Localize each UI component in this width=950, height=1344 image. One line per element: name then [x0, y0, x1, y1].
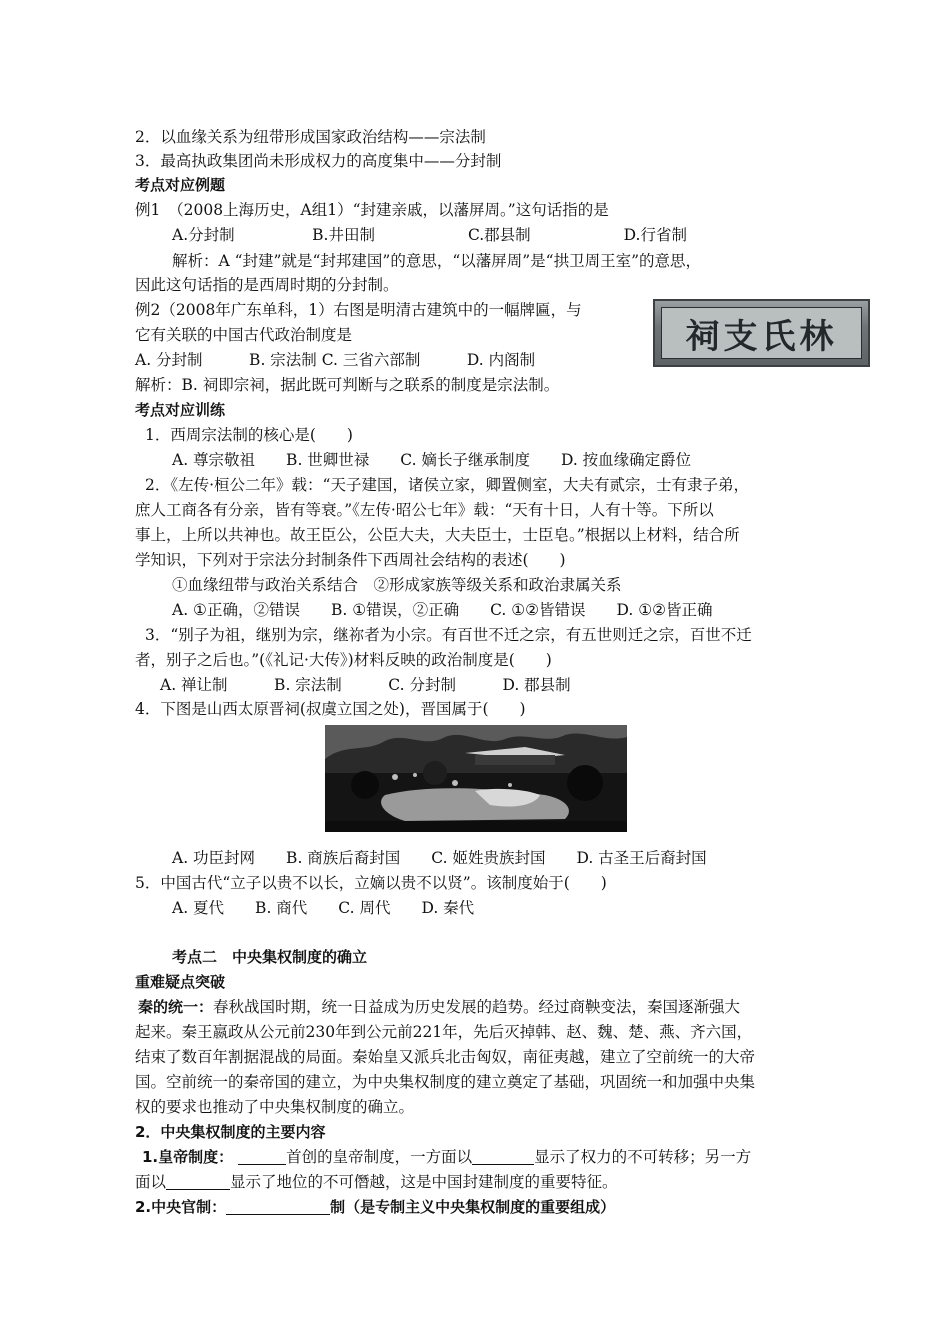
- fill-in-text: 制（是专制主义中央集权制度的重要组成）: [330, 1198, 616, 1216]
- paragraph-line: 国。空前统一的秦帝国的建立，为中央集权制度的建立奠定了基础，巩固统一和加强中央集: [135, 1073, 756, 1091]
- question-2-cont: 学知识，下列对于宗法分封制条件下西周社会结构的表述( ): [135, 551, 566, 569]
- question-3-options: A. 禅让制 B. 宗法制 C. 分封制 D. 郡县制: [160, 676, 571, 694]
- question-1: 1．西周宗法制的核心是( ): [145, 426, 353, 444]
- question-2: 2．《左传·桓公二年》载：“天子建国，诸侯立家，卿置侧室，大夫有贰宗，士有隶子弟，: [145, 476, 749, 494]
- plaque-text: 祠支氏林: [685, 316, 838, 357]
- example-1-analysis: 解析：A “封建”就是“封邦建国”的意思，“以藩屏周”是“拱卫周王室”的意思，: [172, 252, 702, 270]
- question-4: 4．下图是山西太原晋祠(叔虞立国之处)，晋国属于( ): [135, 700, 526, 718]
- fill-in-text: 显示了权力的不可转移；另一方: [534, 1148, 752, 1166]
- plaque-image: [653, 299, 870, 367]
- section-heading: 考点对应例题: [135, 176, 226, 194]
- fill-in-lead: 1.皇帝制度：: [142, 1148, 234, 1166]
- fill-in-lead: 2.中央官制：: [135, 1198, 227, 1216]
- example-1-options: A.分封制 B.井田制 C.郡县制 D.行省制: [172, 226, 687, 244]
- question-2-cont: 庶人工商各有分亲，皆有等衰。”《左传·昭公七年》载：“天有十日，人有十等。下所以: [135, 501, 714, 519]
- fill-in-line: [135, 1195, 615, 1219]
- fill-in-text: 显示了地位的不可僭越，这是中国封建制度的重要特征。: [230, 1173, 618, 1191]
- example-2-analysis: 解析：B. 祠即宗祠，据此既可判断与之联系的制度是宗法制。: [135, 376, 560, 394]
- question-2-statements: ①血缘纽带与政治关系结合 ②形成家族等级关系和政治隶属关系: [172, 576, 622, 594]
- paragraph-lead: 秦的统一：: [138, 998, 214, 1016]
- section-heading: 考点对应训练: [135, 401, 226, 419]
- fill-in-text: 面以: [135, 1173, 167, 1191]
- text-line: 3．最高执政集团尚未形成权力的高度集中——分封制: [135, 152, 502, 170]
- question-2-options: A. ①正确，②错误 B. ①错误，②正确 C. ①②皆错误 D. ①②皆正确: [172, 601, 713, 619]
- section-heading: 重难疑点突破: [135, 973, 226, 991]
- example-2-question-cont: 它有关联的中国古代政治制度是: [135, 326, 353, 344]
- question-3-cont: 者，别子之后也。”(《礼记·大传》)材料反映的政治制度是( ): [135, 651, 552, 669]
- example-1-question: 例1 （2008上海历史，A组1）“封建亲戚，以藩屏周。”这句话指的是: [135, 201, 609, 219]
- question-1-options: A. 尊宗敬祖 B. 世卿世禄 C. 嫡长子继承制度 D. 按血缘确定爵位: [172, 451, 692, 469]
- jinci-temple-photo: [325, 725, 627, 832]
- answer-blank[interactable]: [472, 1148, 534, 1165]
- question-5: 5．中国古代“立子以贵不以长，立嫡以贵不以贤”。该制度始于( ): [135, 874, 607, 892]
- example-2-question: 例2（2008年广东单科，1）右图是明清古建筑中的一幅牌匾，与: [135, 301, 582, 319]
- paragraph-line: 权的要求也推动了中央集权制度的确立。: [135, 1098, 415, 1116]
- fill-in-text: 首创的皇帝制度，一方面以: [286, 1148, 473, 1166]
- fill-in-line: [142, 1145, 751, 1169]
- section-heading: 2．中央集权制度的主要内容: [135, 1123, 326, 1141]
- paragraph-text: 春秋战国时期，统一日益成为历史发展的趋势。经过商鞅变法，秦国逐渐强大: [213, 998, 741, 1016]
- section-title: 考点二 中央集权制度的确立: [172, 948, 368, 966]
- answer-blank[interactable]: [226, 1198, 330, 1215]
- question-3: 3．“别子为祖，继别为宗，继祢者为小宗。有百世不迁之宗，有五世则迁之宗，百世不迁: [145, 626, 752, 644]
- fill-in-line: [135, 1170, 618, 1194]
- paragraph-line: [138, 995, 740, 1019]
- paragraph-line: 结束了数百年割据混战的局面。秦始皇又派兵北击匈奴，南征夷越，建立了空前统一的大帝: [135, 1048, 756, 1066]
- paragraph-line: 起来。秦王嬴政从公元前230年到公元前221年，先后灭掉韩、赵、魏、楚、燕、齐六国，: [135, 1023, 753, 1041]
- question-2-cont: 事上，上所以共神也。故王臣公，公臣大夫，大夫臣士，士臣皂。”根据以上材料，结合所: [135, 526, 740, 544]
- text-line: 2．以血缘关系为纽带形成国家政治结构——宗法制: [135, 128, 486, 146]
- example-1-analysis-cont: 因此这句话指的是西周时期的分封制。: [135, 276, 399, 294]
- example-2-options: A. 分封制 B. 宗法制 C. 三省六部制 D. 内阁制: [135, 351, 536, 369]
- answer-blank[interactable]: [238, 1148, 286, 1165]
- question-5-options: A. 夏代 B. 商代 C. 周代 D. 秦代: [172, 899, 475, 917]
- question-4-options: A. 功臣封网 B. 商族后裔封国 C. 姬姓贵族封国 D. 古圣王后裔封国: [172, 849, 707, 867]
- answer-blank[interactable]: [166, 1173, 230, 1190]
